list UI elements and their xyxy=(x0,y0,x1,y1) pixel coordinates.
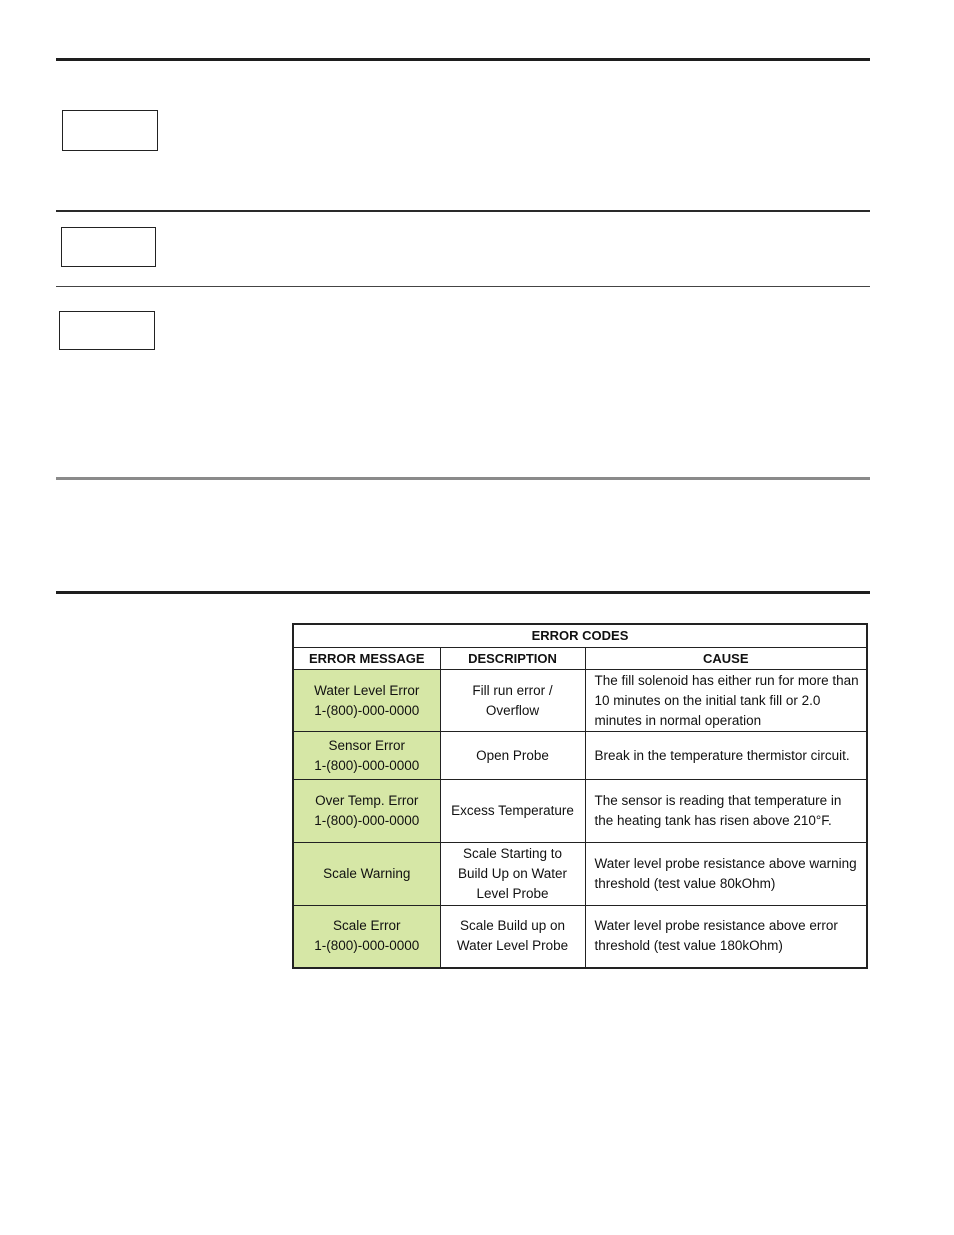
error-message-cell xyxy=(293,670,440,732)
label-box-3 xyxy=(59,311,155,350)
gray-rule xyxy=(56,477,870,480)
error-message: Scale Warning xyxy=(323,866,411,881)
error-phone: 1-(800)-000-0000 xyxy=(314,702,420,718)
label-box-1 xyxy=(62,110,158,151)
table-row xyxy=(293,670,867,732)
cause-cell: The sensor is reading that temperature in the heating tank has risen above 210°F. xyxy=(585,780,867,843)
table-row xyxy=(293,906,867,968)
error-message-cell xyxy=(293,906,440,968)
error-message-cell xyxy=(293,780,440,843)
error-message-cell xyxy=(293,843,440,906)
error-message: Over Temp. Error xyxy=(315,793,419,808)
section-rule-1 xyxy=(56,210,870,212)
error-message-cell xyxy=(293,732,440,780)
table-header-row xyxy=(293,648,867,670)
table-row xyxy=(293,780,867,843)
header-error-message: ERROR MESSAGE xyxy=(293,648,440,670)
section-rule-2 xyxy=(56,286,870,287)
description-cell: Open Probe xyxy=(440,732,585,780)
cause-cell: Break in the temperature thermistor circuit. xyxy=(585,732,867,780)
description-cell: Fill run error / Overflow xyxy=(440,670,585,732)
error-message: Scale Error xyxy=(332,918,401,934)
error-message: Water Level Error xyxy=(314,682,420,698)
table-title: ERROR CODES xyxy=(293,624,867,648)
description-cell: Scale Starting to Build Up on Water Level Probe xyxy=(440,843,585,906)
header-cause: CAUSE xyxy=(585,648,867,670)
top-rule xyxy=(56,58,870,61)
error-phone: 1-(800)-000-0000 xyxy=(314,813,420,828)
table-row xyxy=(293,732,867,780)
cause-cell: Water level probe resistance above error threshold (test value 180kOhm) xyxy=(585,906,867,968)
error-message: Sensor Error xyxy=(328,737,406,753)
description-cell: Scale Build up on Water Level Probe xyxy=(440,906,585,968)
header-description: DESCRIPTION xyxy=(440,648,585,670)
error-phone: 1-(800)-000-0000 xyxy=(314,757,420,773)
table-row xyxy=(293,843,867,906)
error-phone: 1-(800)-000-0000 xyxy=(314,938,420,954)
description-cell: Excess Temperature xyxy=(440,780,585,843)
table-title-row xyxy=(293,624,867,648)
cause-cell: The fill solenoid has either run for more than 10 minutes on the initial tank fill or 2.0 minutes in normal operation xyxy=(585,670,867,732)
label-box-2 xyxy=(61,227,156,267)
bottom-rule xyxy=(56,591,870,594)
error-codes-table xyxy=(292,623,868,969)
cause-cell: Water level probe resistance above warning threshold (test value 80kOhm) xyxy=(585,843,867,906)
